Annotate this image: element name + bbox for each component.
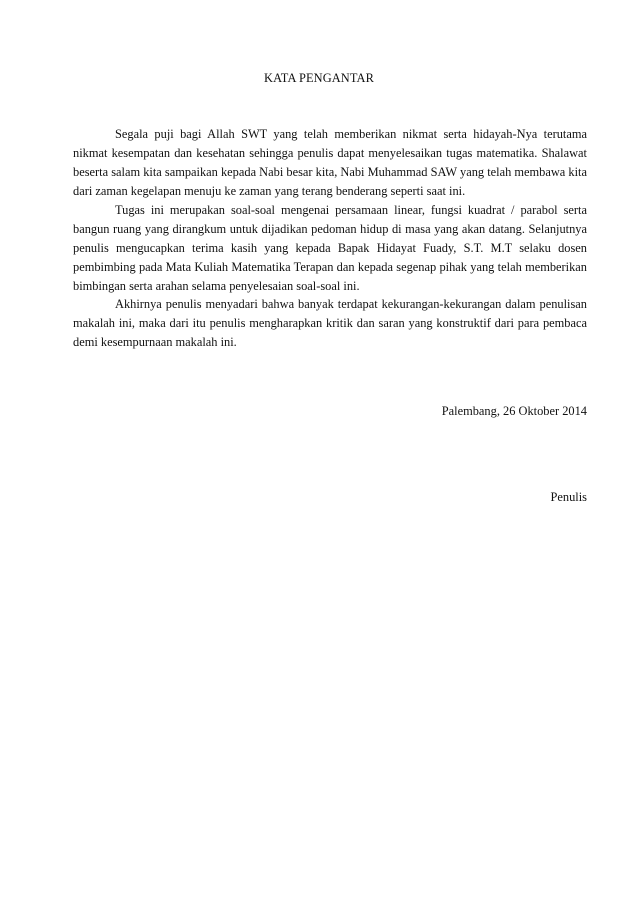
- paragraph-2: Tugas ini merupakan soal-soal mengenai persamaan linear, fungsi kuadrat / parabol serta bangun ruang yang dirangkum untuk dijadikan pedoman hidup di masa yang akan datang. Selanjutnya penulis mengucapkan terima kasih yang kepada Bapak Hidayat Fuady, S.T. M.T selaku dosen pembimbing pada Mata Kuliah Matematika Terapan dan kepada segenap pihak yang telah memberikan bimbingan serta arahan selama penyelesaian soal-soal ini.: [73, 203, 587, 293]
- author-signature: Penulis: [550, 490, 587, 504]
- page-title: KATA PENGANTAR: [264, 71, 374, 85]
- paragraph-3: Akhirnya penulis menyadari bahwa banyak terdapat kekurangan-kekurangan dalam penulisan makalah ini, maka dari itu penulis mengharapkan kritik dan saran yang konstruktif dari para pembaca demi kesempurnaan makalah ini.: [73, 297, 587, 349]
- body-text-group-1: [73, 125, 587, 296]
- body-text-group-2: [73, 295, 587, 352]
- paragraph-1: Segala puji bagi Allah SWT yang telah memberikan nikmat serta hidayah-Nya terutama nikmat kesempatan dan kesehatan sehingga penulis dapat menyelesaikan tugas matematika. Shalawat beserta salam kita sampaikan kepada Nabi besar kita, Nabi Muhammad SAW yang telah membawa kita dari zaman kegelapan menuju ke zaman yang terang benderang seperti saat ini.: [73, 127, 587, 198]
- place-date: Palembang, 26 Oktober 2014: [441, 404, 587, 418]
